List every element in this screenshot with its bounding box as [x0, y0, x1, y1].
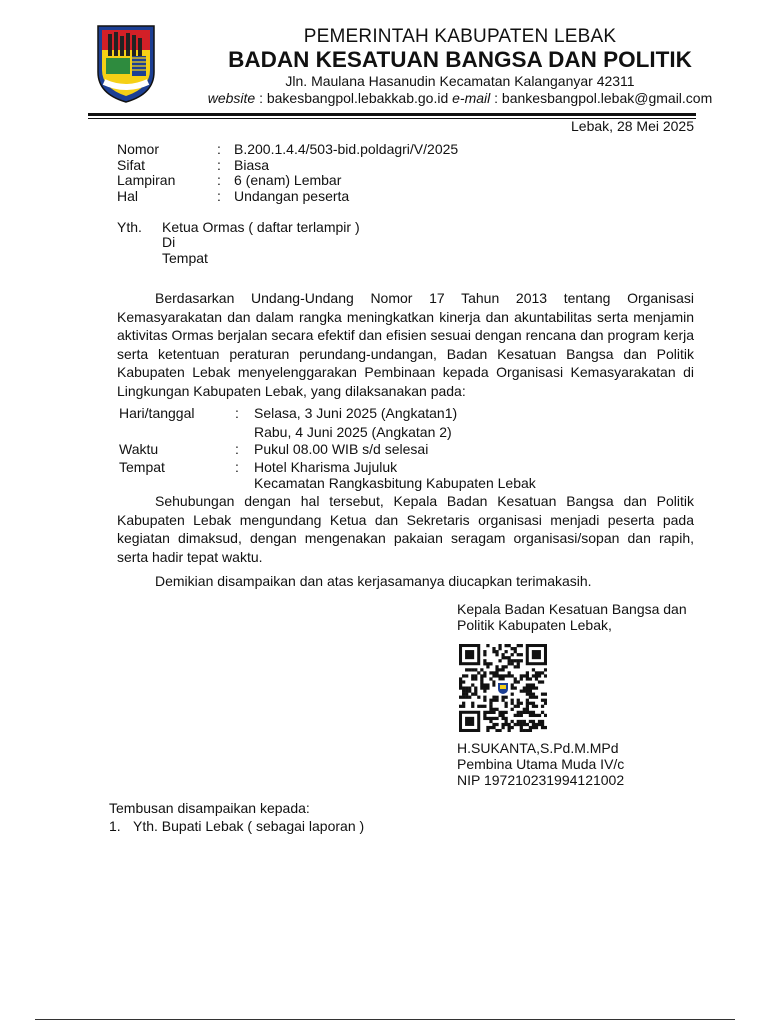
- qr-finder-pattern: [461, 712, 479, 730]
- recipient-line1: Ketua Ormas ( daftar terlampir ): [162, 219, 360, 235]
- meta-value-hal: Undangan peserta: [234, 188, 350, 204]
- body-paragraph-2: Sehubungan dengan hal tersebut, Kepala Badan Kesatuan Bangsa dan Politik Kabupaten Lebak mengundang Ketua dan Sekretaris organisasi menjadi peserta pada kegiatan dimaksud, dengan mengenakan pakaian seragam organisasi/sopan dan rapih, serta hadir tepat waktu.: [117, 493, 694, 565]
- detail-value-time: Pukul 08.00 WIB s/d selesai: [254, 441, 429, 457]
- detail-colon: :: [235, 405, 239, 421]
- header-rule-thick: [88, 113, 696, 116]
- cc-item-number: 1.: [109, 818, 121, 834]
- meta-label-lampiran: Lampiran: [117, 172, 176, 188]
- detail-colon: :: [235, 459, 239, 475]
- agency-name: BADAN KESATUAN BANGSA DAN POLITIK: [228, 47, 692, 72]
- meta-label-hal: Hal: [117, 188, 139, 204]
- government-name: PEMERINTAH KABUPATEN LEBAK: [303, 26, 617, 47]
- detail-label-place: Tempat: [119, 459, 165, 475]
- meta-colon: :: [217, 141, 221, 157]
- detail-label-time: Waktu: [119, 441, 159, 457]
- meta-colon: :: [217, 157, 221, 173]
- website-label: website: [207, 90, 256, 106]
- meta-value-lampiran: 6 (enam) Lembar: [234, 172, 342, 188]
- cc-heading: Tembusan disampaikan kepada:: [109, 800, 310, 816]
- qr-center-emblem: [495, 680, 510, 695]
- detail-value-place-1: Hotel Kharisma Jujuluk: [254, 459, 398, 475]
- signatory-rank: Pembina Utama Muda IV/c: [457, 756, 625, 772]
- meta-value-sifat: Biasa: [234, 157, 270, 173]
- lebak-regency-logo: [92, 20, 160, 104]
- recipient-line2: Di: [162, 234, 176, 250]
- agency-contacts: website : bakesbangpol.lebakkab.go.id e-mail : bankesbangpol.lebak@gmail.com: [207, 90, 713, 106]
- detail-value-day-1: Selasa, 3 Juni 2025 (Angkatan1): [254, 405, 458, 421]
- body-paragraph-1: Berdasarkan Undang-Undang Nomor 17 Tahun 2013 tentang Organisasi Kemasyarakatan dan dalam rangka meningkatkan kinerja dan akuntabilitas serta menjamin aktivitas Ormas berjalan secara efektif dan efisien sesuai dengan rencana dan program kerja serta ketentuan peraturan perundang-undangan, Badan Kesatuan Bangsa dan Politik Kabupaten Lebak menyelenggarakan Pembinaan kepada Organisasi Kemasyarakatan di Lingkungan Kabupaten Lebak, yang dilaksanakan pada:: [117, 290, 694, 399]
- meta-colon: :: [217, 172, 221, 188]
- recipient-line3: Tempat: [162, 250, 208, 266]
- email-link[interactable]: bankesbangpol.lebak@gmail.com: [501, 90, 713, 106]
- meta-label-sifat: Sifat: [117, 157, 146, 173]
- footer-rule: [35, 1019, 735, 1020]
- detail-value-day-2: Rabu, 4 Juni 2025 (Angkatan 2): [254, 424, 452, 440]
- qr-finder-pattern: [461, 646, 479, 664]
- qr-finder-pattern: [527, 646, 545, 664]
- recipient-yth: Yth.: [117, 219, 142, 235]
- meta-value-nomor: B.200.1.4.4/503-bid.poldagri/V/2025: [234, 141, 459, 157]
- email-label: e-mail: [452, 90, 491, 106]
- website-link[interactable]: bakesbangpol.lebakkab.go.id: [266, 90, 449, 106]
- body-paragraph-3: Demikian disampaikan dan atas kerjasamanya diucapkan terimakasih.: [155, 573, 592, 589]
- detail-label-day: Hari/tanggal: [119, 405, 195, 421]
- detail-colon: :: [235, 441, 239, 457]
- detail-value-place-2: Kecamatan Rangkasbitung Kabupaten Lebak: [254, 475, 536, 491]
- qr-code-signature: [459, 644, 547, 732]
- meta-colon: :: [217, 188, 221, 204]
- signatory-nip: NIP 197210231994121002: [457, 772, 625, 788]
- signatory-title-2: Politik Kabupaten Lebak,: [457, 617, 612, 633]
- signatory-name: H.SUKANTA,S.Pd.M.MPd: [457, 740, 619, 756]
- meta-label-nomor: Nomor: [117, 141, 160, 157]
- cc-item-text: Yth. Bupati Lebak ( sebagai laporan ): [133, 818, 365, 834]
- agency-address: Jln. Maulana Hasanudin Kecamatan Kalanganyar 42311: [285, 73, 635, 89]
- signatory-title-1: Kepala Badan Kesatuan Bangsa dan: [457, 601, 687, 617]
- letter-date: Lebak, 28 Mei 2025: [571, 118, 694, 134]
